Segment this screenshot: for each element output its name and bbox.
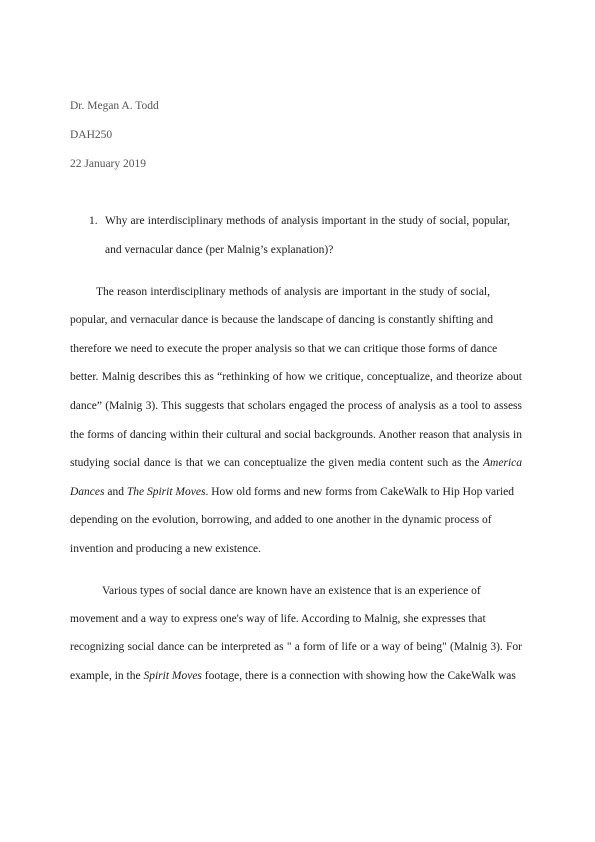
paragraph-2-line-2: movement and a way to express one's way of life. According to Malnig, she expresses that: [70, 613, 486, 625]
paragraph-2-line-4: [70, 670, 515, 682]
paragraph-1-line-3: therefore we need to execute the proper analysis so that we can critique those forms of dance: [70, 343, 498, 355]
paragraph-1-line-4: better. Malnig describes this as “rethinking of how we critique, conceptualize, and theorize about: [70, 371, 522, 383]
paragraph-1-line-5: dance” (Malnig 3). This suggests that scholars engaged the process of analysis as a tool to assess: [70, 400, 522, 412]
p2-l4-text-b: footage, there is a connection with showing how the CakeWalk was: [201, 670, 516, 682]
author-name: Dr. Megan A. Todd: [70, 100, 159, 112]
document-date: 22 January 2019: [70, 158, 147, 170]
title-spirit-moves: Spirit Moves: [143, 670, 202, 682]
paragraph-1-line-2: popular, and vernacular dance is because the landscape of dancing is constantly shifting and: [70, 314, 493, 326]
question-line-2: and vernacular dance (per Malnig’s explanation)?: [105, 244, 334, 256]
title-america-dances-part1: America: [483, 457, 522, 469]
question-number: 1.: [89, 215, 98, 227]
paragraph-1-line-1: The reason interdisciplinary methods of analysis are important in the study of social,: [96, 286, 490, 298]
paragraph-1-line-7: [70, 457, 522, 469]
paragraph-2-line-1: Various types of social dance are known have an existence that is an experience of: [102, 585, 481, 597]
paragraph-1-line-6: the forms of dancing within their cultural and social backgrounds. Another reason that analysis in: [70, 429, 522, 441]
paragraph-1-line-9: depending on the evolution, borrowing, and added to one another in the dynamic process of: [70, 514, 492, 526]
question-line-1: Why are interdisciplinary methods of analysis important in the study of social, popular,: [105, 215, 510, 227]
p1-l7-text: studying social dance is that we can conceptualize the given media content such as the: [70, 457, 484, 469]
title-the-spirit-moves: The Spirit Moves: [126, 486, 206, 498]
title-america-dances-part2: Dances: [70, 486, 105, 498]
paragraph-1-line-10: invention and producing a new existence.: [70, 543, 261, 555]
p1-l8-text: . How old forms and new forms from CakeWalk to Hip Hop varied: [205, 486, 514, 498]
paragraph-2-line-3: recognizing social dance can be interpreted as " a form of life or a way of being" (Malnig 3). For: [70, 641, 522, 653]
p2-l4-text-a: example, in the: [70, 670, 144, 682]
course-code: DAH250: [70, 129, 113, 141]
paragraph-1-line-8: [70, 486, 514, 498]
p1-l8-and: and: [104, 486, 127, 498]
